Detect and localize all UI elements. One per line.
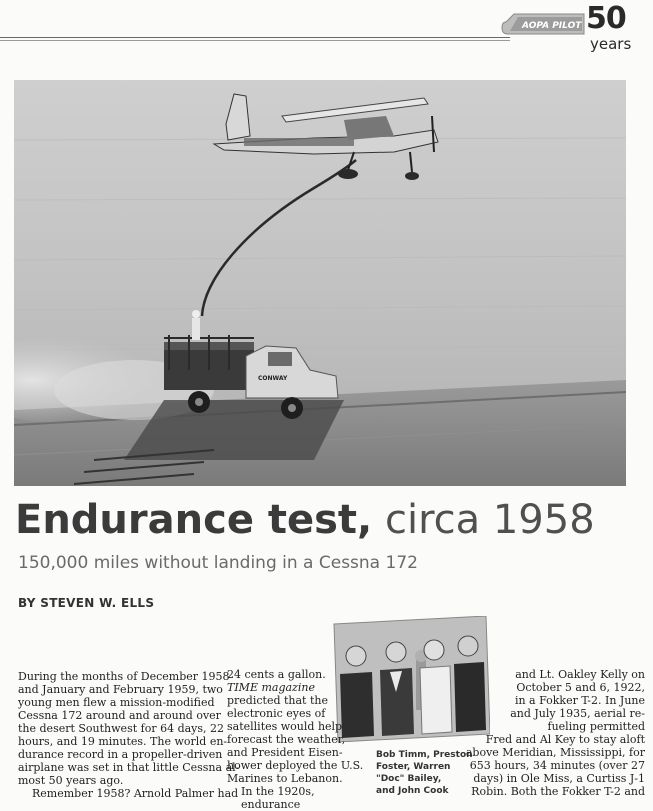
body-line: hours, and 19 minutes. The world en-: [18, 735, 228, 748]
body-line: 24 cents a gallon.: [227, 668, 326, 681]
caption-line: "Doc" Bailey,: [376, 774, 442, 784]
title-light: circa 1958: [384, 497, 595, 543]
body-line: and July 1935, aerial re-: [510, 707, 645, 720]
body-line: satellites would help: [227, 720, 343, 733]
body-line: in a Fokker T-2. In June: [514, 694, 645, 707]
article-subtitle: 150,000 miles without landing in a Cessna 172: [18, 553, 418, 573]
body-line: 653 hours, 34 minutes (over 27: [469, 759, 645, 772]
caption-line: Bob Timm, Preston: [376, 750, 473, 760]
body-line: young men flew a mission-modified: [18, 696, 215, 709]
body-line: predicted that the: [227, 694, 328, 707]
body-line: During the months of December 1958: [18, 670, 230, 683]
main-photo-airplane-refueling: [14, 80, 626, 486]
body-line: airplane was set in that little Cessna al-: [18, 761, 240, 774]
body-line: Fred and Al Key to stay aloft: [485, 733, 645, 746]
caption-line: Foster, Warren: [376, 762, 451, 772]
header-rule: [0, 37, 510, 38]
body-line: durance record in a propeller-driven: [18, 748, 223, 761]
body-line: Robin. Both the Fokker T-2 and: [471, 785, 645, 798]
body-line: Marines to Lebanon.: [227, 772, 343, 785]
body-column-2: [227, 668, 367, 811]
aopa-pilot-badge: [500, 8, 590, 42]
header-rule-secondary: [0, 40, 510, 41]
body-line: days) in Ole Miss, a Curtiss J-1: [473, 772, 645, 785]
body-line: and President Eisen-: [227, 746, 343, 759]
article-title: [15, 496, 595, 544]
body-line: the desert Southwest for 64 days, 22: [18, 722, 225, 735]
body-line: October 5 and 6, 1922,: [516, 681, 645, 694]
anniversary-years: years: [590, 35, 632, 53]
body-column-3: [465, 668, 645, 798]
badge-text: AOPA PILOT: [522, 21, 582, 31]
body-line: hower deployed the U.S.: [227, 759, 364, 772]
body-line: electronic eyes of: [227, 707, 326, 720]
body-column-1: [18, 670, 240, 800]
body-line: TIME magazine: [227, 681, 315, 694]
anniversary-number: 50: [586, 1, 626, 36]
body-line: and Lt. Oakley Kelly on: [515, 668, 645, 681]
body-line: most 50 years ago.: [18, 774, 124, 787]
article-byline: BY STEVEN W. ELLS: [18, 596, 155, 610]
truck-door-lettering: CONWAY: [258, 375, 288, 382]
body-line: above Meridian, Mississippi, for: [465, 746, 645, 759]
caption-line: and John Cook: [376, 786, 449, 796]
body-line: Cessna 172 around and around over: [18, 709, 221, 722]
title-bold: Endurance test,: [15, 497, 373, 543]
body-line: forecast the weather,: [227, 733, 346, 746]
body-line: fueling permitted: [547, 720, 645, 733]
body-line: In the 1920s, endurance: [241, 785, 315, 811]
body-line: and January and February 1959, two: [18, 683, 223, 696]
body-line: Remember 1958? Arnold Palmer had: [32, 787, 239, 800]
